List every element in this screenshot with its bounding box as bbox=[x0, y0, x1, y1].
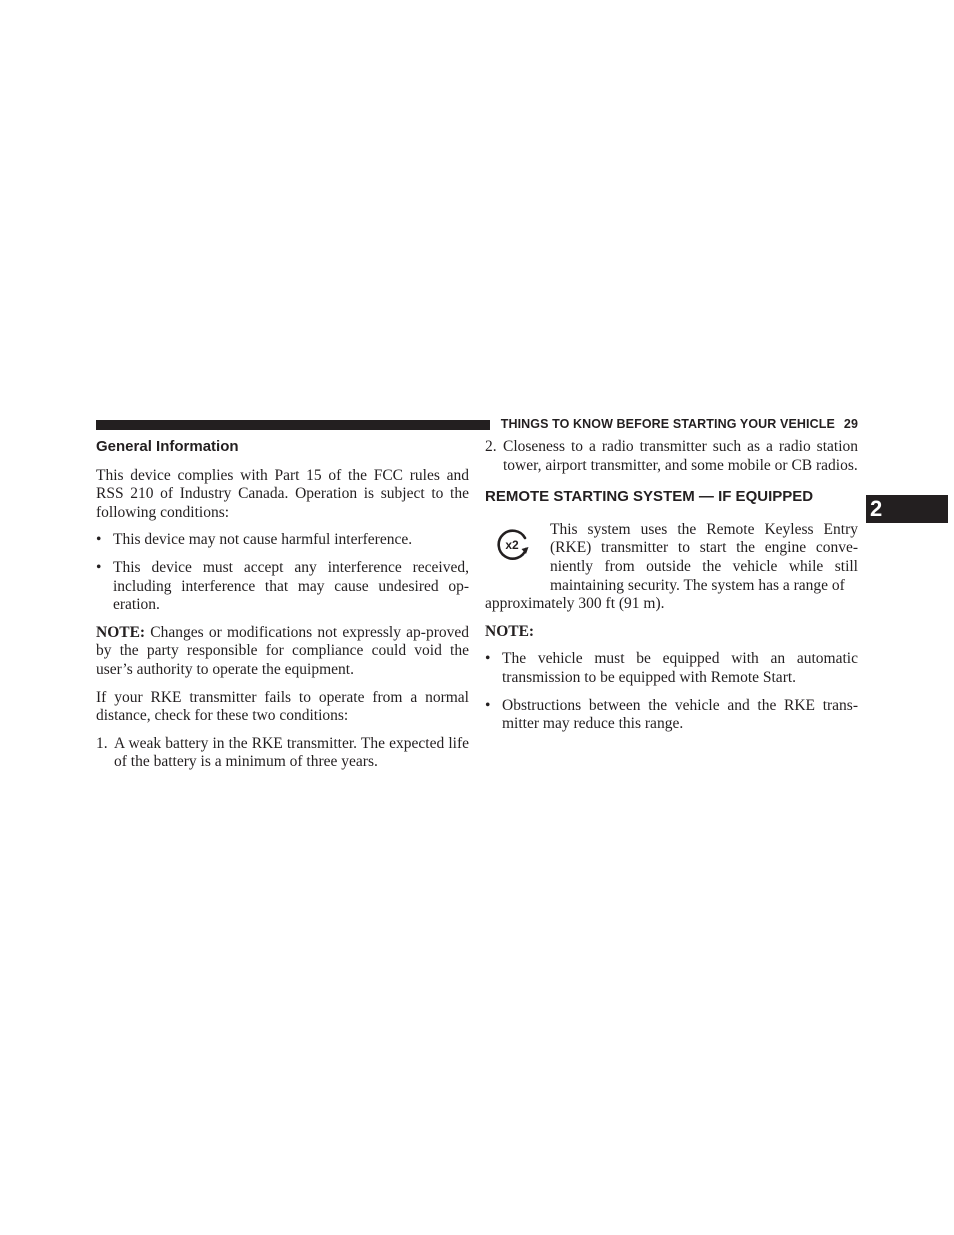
intro-paragraph: This device complies with Part 15 of the FCC rules and RSS 210 of Industry Canada. Operation is subject to the following conditions: bbox=[96, 466, 469, 521]
remote-start-block bbox=[485, 521, 858, 595]
bullet-mark: • bbox=[96, 531, 102, 549]
remote-start-paragraph: This system uses the Remote Keyless Entry (RKE) transmitter to start the engine conve-niently from outside the vehicle while still maintaining security. The system has a range of bbox=[550, 520, 858, 594]
remote-start-icon bbox=[495, 527, 531, 563]
right-column bbox=[485, 438, 858, 734]
icon-label: x2 bbox=[505, 537, 519, 552]
running-head bbox=[498, 417, 858, 431]
list-item: • Obstructions between the vehicle and the RKE trans-mitter may reduce this range. bbox=[485, 696, 858, 733]
note-heading: NOTE: bbox=[485, 622, 535, 640]
chapter-tab: 2 bbox=[866, 495, 948, 523]
list-item: • This device must accept any interference received, including interference that may cause undesired op-eration. bbox=[96, 558, 469, 614]
running-title: THINGS TO KNOW BEFORE STARTING YOUR VEHICLE bbox=[500, 417, 835, 431]
section-heading-remote-start: REMOTE STARTING SYSTEM — IF EQUIPPED bbox=[485, 488, 814, 506]
note-paragraph: NOTE: Changes or modifications not expressly ap-proved by the party responsible for compliance could void the user’s authority to operate the equipment. bbox=[96, 623, 469, 678]
remote-start-paragraph-continued: approximately 300 ft (91 m). bbox=[485, 595, 665, 613]
header-rule bbox=[96, 420, 490, 430]
bullet-mark: • bbox=[96, 558, 102, 576]
list-item: • This device may not cause harmful interference. bbox=[96, 531, 413, 549]
bullet-mark: • bbox=[485, 650, 491, 668]
left-column bbox=[96, 438, 469, 772]
numbered-item: 1. A weak battery in the RKE transmitter. The expected life of the battery is a minimum of three years. bbox=[96, 734, 469, 771]
section-heading-general-information: General Information bbox=[96, 438, 239, 455]
numbered-item: 2. Closeness to a radio transmitter such as a radio station tower, airport transmitter, and some mobile or CB radios. bbox=[485, 438, 858, 474]
page-number: 29 bbox=[843, 417, 858, 431]
bullet-mark: • bbox=[485, 696, 491, 714]
note-label: NOTE: bbox=[96, 623, 146, 641]
check-paragraph: If your RKE transmitter fails to operate from a normal distance, check for these two conditions: bbox=[96, 688, 469, 725]
list-item: • The vehicle must be equipped with an automatic transmission to be equipped with Remote Start. bbox=[485, 650, 858, 686]
